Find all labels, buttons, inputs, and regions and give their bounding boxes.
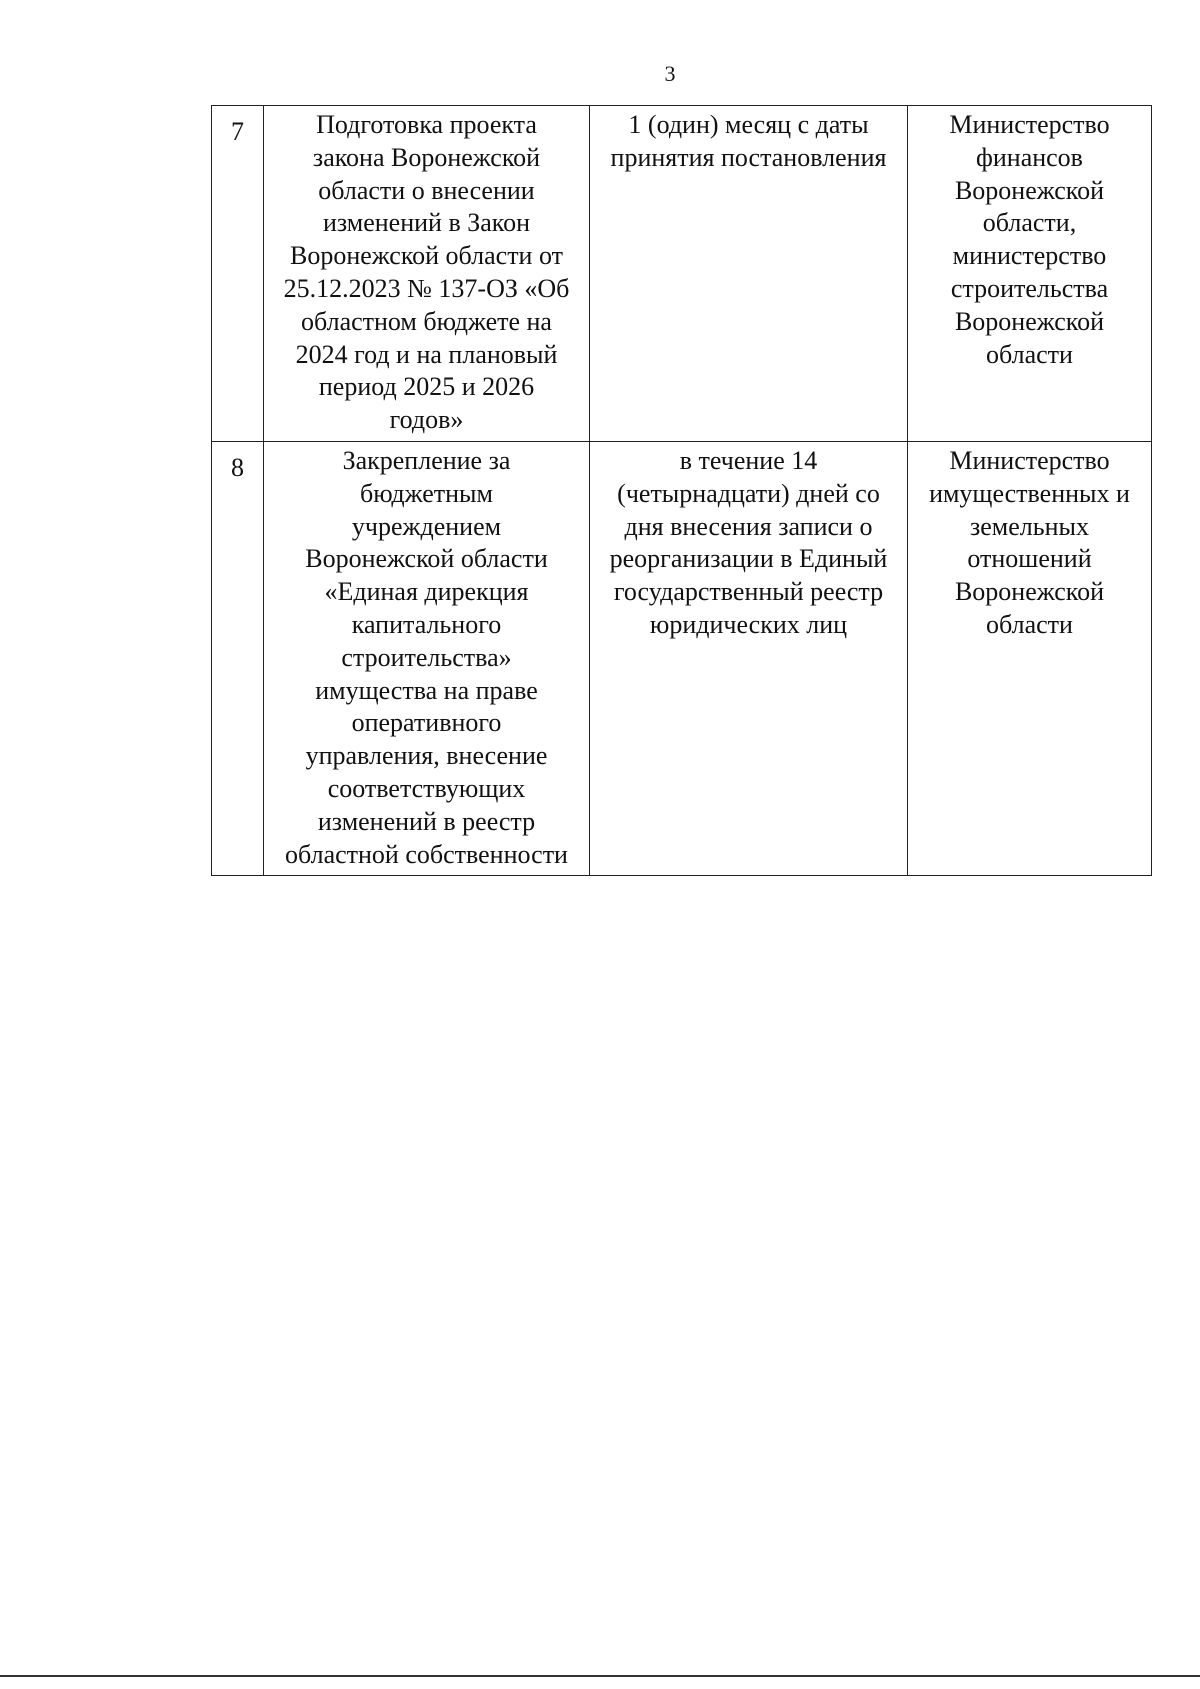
term-text: 1 (один) месяц с даты принятия постановления [610, 110, 887, 172]
responsible-cell [908, 441, 1152, 875]
measures-table [211, 105, 1152, 876]
term-cell [590, 441, 908, 875]
row-number-cell [212, 441, 264, 875]
page-number: 3 [664, 61, 676, 86]
task-cell [264, 106, 590, 442]
scan-edge-line [0, 1675, 1200, 1677]
row-number: 8 [231, 452, 244, 482]
row-number: 7 [231, 117, 244, 146]
term-text: в течение 14 (четырнадцати) дней со дня внесения записи о реорганизации в Единый государственный реестр юридических лиц [609, 445, 888, 639]
term-cell [590, 106, 908, 442]
table-row [212, 441, 1152, 875]
row-number-cell [212, 106, 264, 442]
table-row [212, 106, 1152, 442]
task-cell [264, 441, 590, 875]
task-text: Закрепление за бюджетным учреждением Воронежской области «Единая дирекция капитального строительства» имущества на праве оперативного управления, внесение соответствующих изменений в реестр областной собственности [285, 445, 568, 869]
responsible-cell [908, 106, 1152, 442]
responsible-text: Министерство финансов Воронежской области, министерство строительства Воронежской области [949, 110, 1110, 369]
task-text: Подготовка проекта закона Воронежской области о внесении изменений в Закон Воронежской области от 25.12.2023 № 137-ОЗ «Об областном бюджете на 2024 год и на плановый период 2025 и 2026 годов» [283, 110, 570, 435]
responsible-text: Министерство имущественных и земельных отношений Воронежской области [929, 445, 1130, 639]
